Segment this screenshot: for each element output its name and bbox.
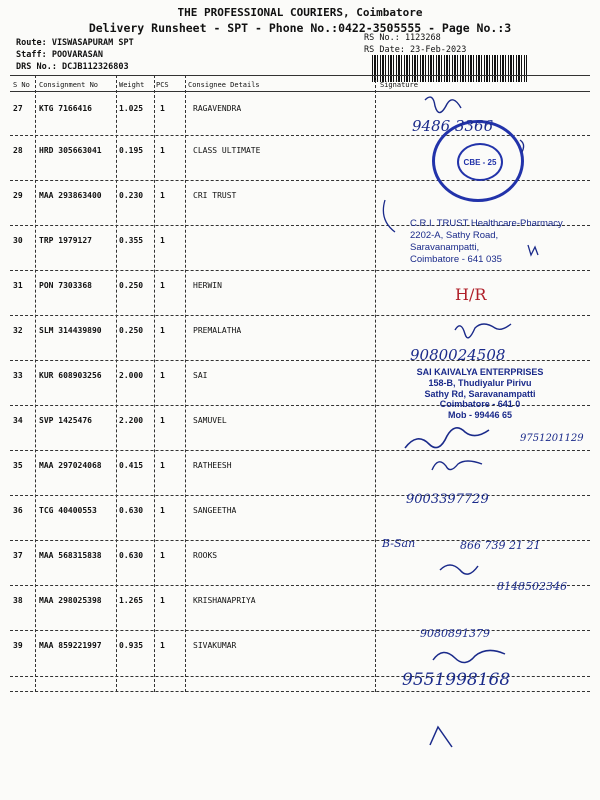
cell-sno: 29 <box>13 191 23 200</box>
handwritten-phone-32: 9080024508 <box>410 346 506 364</box>
signature-scribble <box>440 565 478 574</box>
cell-weight: 0.630 <box>119 506 144 515</box>
cell-consignment: MAA 293863400 <box>39 191 102 200</box>
handwritten-phone-34: 9751201129 <box>520 433 584 444</box>
mark-scribble <box>430 727 452 747</box>
col-header-pcs: PCS <box>156 81 169 89</box>
cell-consignee: ROOKS <box>193 551 218 560</box>
cell-sno: 39 <box>13 641 23 650</box>
cell-pcs: 1 <box>160 236 165 245</box>
col-header-sno: S No <box>13 81 30 89</box>
cell-weight: 0.935 <box>119 641 144 650</box>
handwritten-name-36: B-San <box>382 537 416 550</box>
cell-consignee: RAGAVENDRA <box>193 104 242 113</box>
signature-scribble <box>433 650 505 662</box>
cell-consignee: RATHEESH <box>193 461 232 470</box>
signature-scribble <box>425 97 461 112</box>
cell-sno: 32 <box>13 326 23 335</box>
cell-consignment: SLM 314439890 <box>39 326 102 335</box>
col-header-signature: Signature <box>380 81 418 89</box>
cell-pcs: 1 <box>160 461 165 470</box>
cell-pcs: 1 <box>160 281 165 290</box>
cell-consignment: MAA 568315838 <box>39 551 102 560</box>
cell-consignee: PREMALATHA <box>193 326 242 335</box>
handwritten-phone-35: 9003397729 <box>406 492 489 507</box>
cell-consignment: TCG 40400553 <box>39 506 97 515</box>
stamp-line: Mob - 99446 65 <box>447 410 513 421</box>
cell-weight: 0.250 <box>119 281 144 290</box>
page-subtitle: Delivery Runsheet - SPT - Phone No.:0422-3505555 - Page No.:3 <box>88 21 512 35</box>
signature-scribble <box>455 324 511 338</box>
col-header-consignee: Consignee Details <box>188 81 260 89</box>
drs-label: DRS No.: DCJB112326803 <box>16 62 129 72</box>
cell-sno: 28 <box>13 146 23 155</box>
cell-weight: 0.630 <box>119 551 144 560</box>
cell-sno: 35 <box>13 461 23 470</box>
cell-pcs: 1 <box>160 641 165 650</box>
cell-pcs: 1 <box>160 596 165 605</box>
cell-consignment: TRP 1979127 <box>39 236 92 245</box>
cell-weight: 0.415 <box>119 461 144 470</box>
handwritten-note-31: H/R <box>455 285 487 304</box>
cell-pcs: 1 <box>160 416 165 425</box>
seal-code: CBE - 25 <box>457 143 503 181</box>
stamp-line: Coimbatore - 641 035 <box>410 253 502 265</box>
cell-consignment: PON 7303368 <box>39 281 92 290</box>
stamp-line: Saravanampatti, <box>410 241 480 253</box>
handwritten-phone-36: 866 739 21 21 <box>460 539 541 552</box>
signature-scribble <box>528 245 538 255</box>
cell-sno: 36 <box>13 506 23 515</box>
cell-sno: 37 <box>13 551 23 560</box>
cell-consignment: SVP 1425476 <box>39 416 92 425</box>
handwritten-phone-27: 9486 3366 <box>412 117 494 135</box>
cell-weight: 2.200 <box>119 416 144 425</box>
cell-consignee: CLASS ULTIMATE <box>193 146 261 155</box>
col-header-consignment: Consignment No <box>39 81 99 89</box>
stamp-line: Sathy Rd, Saravanampatti <box>424 388 536 399</box>
cell-consignee: KRISHANAPRIYA <box>193 596 256 605</box>
handwritten-phone-39: 9551998168 <box>402 670 511 690</box>
cell-consignee: SAMUVEL <box>193 416 227 425</box>
cell-sno: 30 <box>13 236 23 245</box>
cell-consignment: MAA 298025398 <box>39 596 102 605</box>
signature-scribble <box>383 140 523 232</box>
cell-weight: 0.250 <box>119 326 144 335</box>
cell-pcs: 1 <box>160 146 165 155</box>
handwritten-phone-38: 9080891379 <box>420 627 490 640</box>
stamp-line: 2202-A, Sathy Road, <box>410 229 499 241</box>
rs-date: RS Date: 23-Feb-2023 <box>364 45 467 55</box>
cell-consignment: MAA 859221997 <box>39 641 102 650</box>
cell-consignee: SANGEETHA <box>193 506 237 515</box>
cell-weight: 2.000 <box>119 371 144 380</box>
cell-consignment: KTG 7166416 <box>39 104 92 113</box>
cell-sno: 31 <box>13 281 23 290</box>
cell-consignment: MAA 297024068 <box>39 461 102 470</box>
cell-weight: 1.025 <box>119 104 144 113</box>
rs-number: RS No.: 1123268 <box>364 33 441 43</box>
stamp-line: C.R.I. TRUST Healthcare-Pharmacy <box>410 218 563 229</box>
cell-pcs: 1 <box>160 191 165 200</box>
cell-weight: 0.230 <box>119 191 144 200</box>
col-header-weight: Weight <box>119 81 145 89</box>
cell-sno: 27 <box>13 104 23 113</box>
cell-consignment: HRD 305663041 <box>39 146 102 155</box>
staff-label: Staff: POOVARASAN <box>16 50 103 60</box>
cell-consignee: HERWIN <box>193 281 222 290</box>
cell-pcs: 1 <box>160 326 165 335</box>
stamp-line: 158-B, Thudiyalur Pirivu <box>428 377 532 388</box>
cell-weight: 0.355 <box>119 236 144 245</box>
cell-sno: 34 <box>13 416 23 425</box>
cell-pcs: 1 <box>160 104 165 113</box>
page-title: THE PROFESSIONAL COURIERS, Coimbatore <box>177 6 423 19</box>
cell-weight: 0.195 <box>119 146 144 155</box>
handwritten-phone-37: 8148502346 <box>497 580 567 593</box>
route-label: Route: VISWASAPURAM SPT <box>16 38 134 48</box>
signature-scribble <box>432 461 482 470</box>
stamp-line: Coimbatore - 641 0 <box>439 399 521 410</box>
cell-consignee: SAI <box>193 371 208 380</box>
cell-consignee: SIVAKUMAR <box>193 641 237 650</box>
signature-scribble <box>405 428 489 448</box>
cell-sno: 38 <box>13 596 23 605</box>
cell-sno: 33 <box>13 371 23 380</box>
cell-consignee: CRI TRUST <box>193 191 237 200</box>
cell-pcs: 1 <box>160 371 165 380</box>
cell-consignment: KUR 608903256 <box>39 371 102 380</box>
cell-pcs: 1 <box>160 506 165 515</box>
cell-weight: 1.265 <box>119 596 144 605</box>
stamp-line: SAI KAIVALYA ENTERPRISES <box>416 367 544 377</box>
cell-pcs: 1 <box>160 551 165 560</box>
